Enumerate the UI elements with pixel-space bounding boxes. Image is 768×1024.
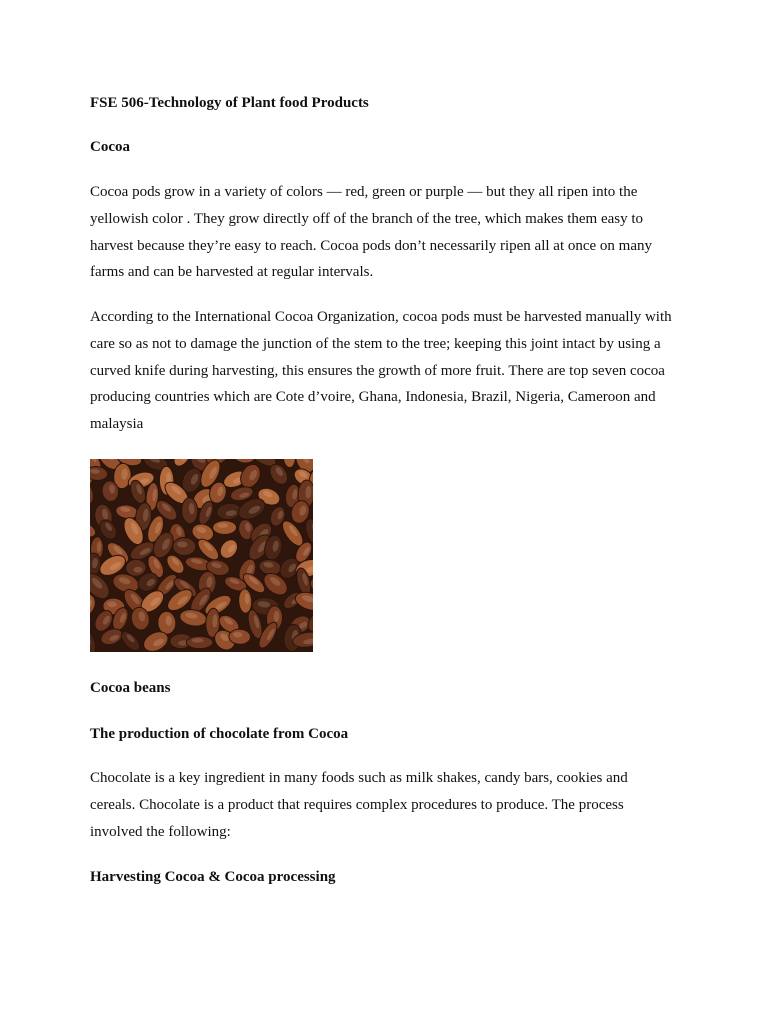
paragraph-line: malaysia	[90, 416, 144, 433]
paragraph-line: care so as not to damage the junction of the stem to the tree; keeping this joint intact by using a	[90, 335, 661, 352]
cocoa-beans-photo	[90, 459, 313, 652]
section-heading-production: The production of chocolate from Cocoa	[90, 726, 349, 742]
paragraph-line: involved the following:	[90, 823, 231, 840]
paragraph-line: harvest because they’re easy to reach. Cocoa pods don’t necessarily ripen all at once on many	[90, 237, 653, 254]
paragraph-line: curved knife during harvesting, this ensures the growth of more fruit. There are top seven cocoa	[90, 362, 665, 379]
paragraph-line: Chocolate is a key ingredient in many foods such as milk shakes, candy bars, cookies and	[90, 770, 628, 786]
paragraph-line: producing countries which are Cote d’voire, Ghana, Indonesia, Brazil, Nigeria, Cameroon and	[90, 389, 656, 406]
paragraph-cocoa-pods	[90, 179, 690, 286]
cocoa-bean-highlight	[192, 638, 204, 642]
paragraph-chocolate	[90, 765, 690, 845]
course-title: FSE 506-Technology of Plant food Products	[90, 95, 369, 111]
paragraph-line: cereals. Chocolate is a product that requires complex procedures to produce. The process	[90, 796, 624, 813]
paragraph-line: yellowish color . They grow directly off of the branch of the tree, which makes them easy to	[90, 210, 644, 227]
section-heading-harvesting: Harvesting Cocoa & Cocoa processing	[90, 869, 336, 885]
cocoa-bean-highlight	[217, 523, 228, 528]
paragraph-line: farms and can be harvested at regular intervals.	[90, 264, 374, 281]
section-heading-cocoa: Cocoa	[90, 139, 130, 155]
image-caption: Cocoa beans	[90, 680, 171, 696]
paragraph-line: According to the International Cocoa Organization, cocoa pods must be harvested manually with	[90, 309, 672, 325]
paragraph-harvesting-manually	[90, 304, 690, 438]
paragraph-line: Cocoa pods grow in a variety of colors — red, green or purple — but they all ripen into the	[90, 184, 638, 200]
